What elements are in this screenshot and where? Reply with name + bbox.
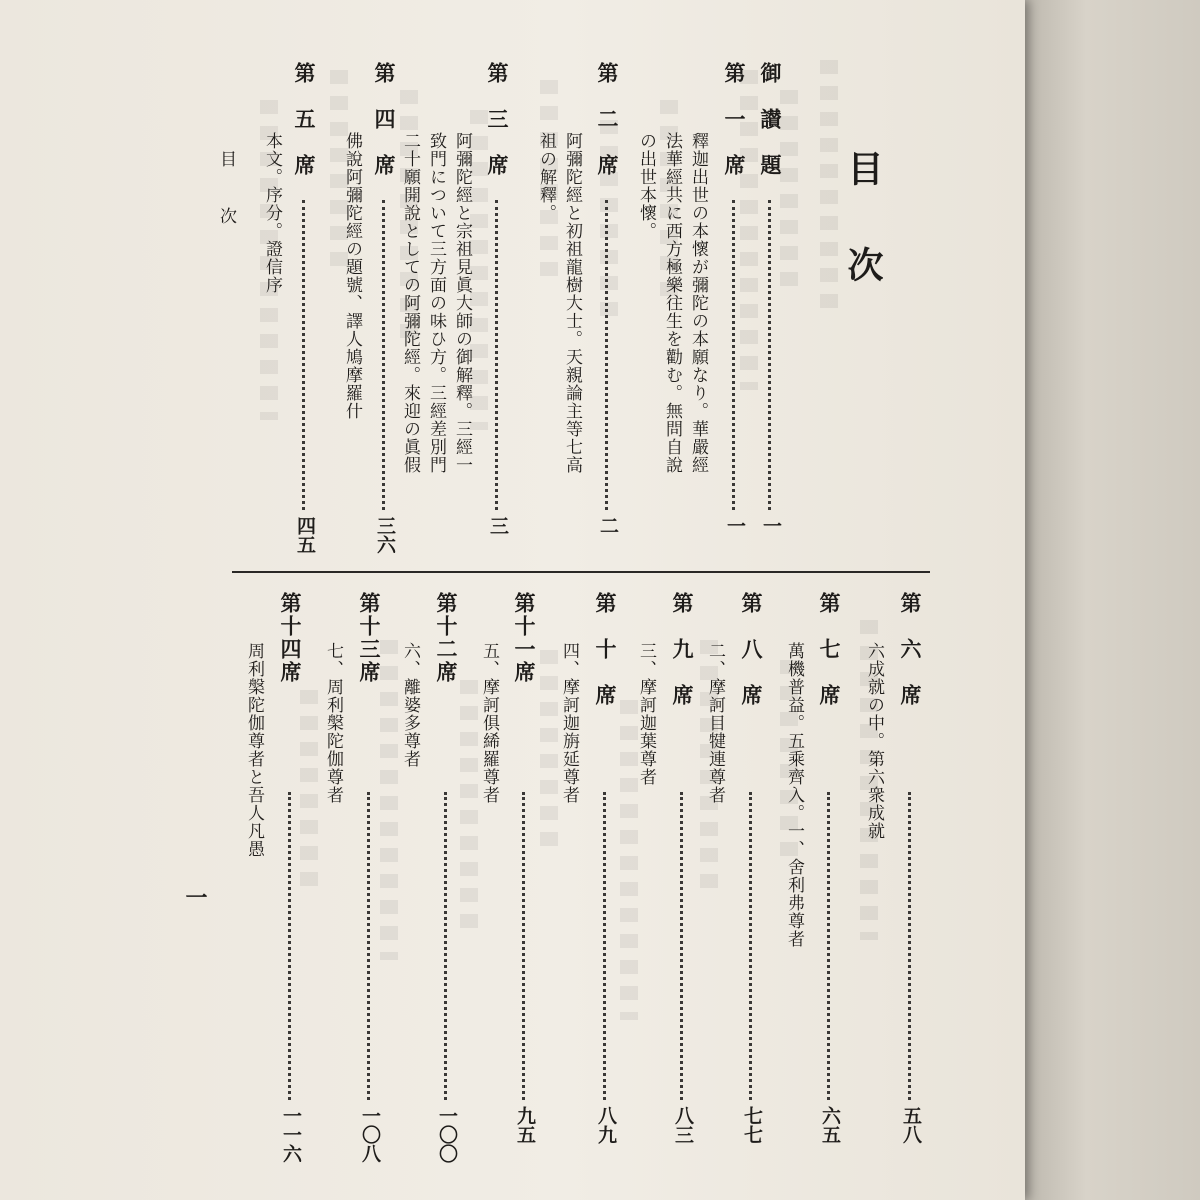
- toc-entry-description: の出世本懷。: [636, 132, 656, 240]
- bleed-through-mark: [380, 640, 398, 960]
- bleed-through-mark: [460, 680, 478, 940]
- toc-entry-heading: 第十四席: [278, 592, 303, 684]
- toc-entry-description: 二十願開說としての阿彌陀經。來迎の眞假: [400, 132, 420, 474]
- toc-page-ref: 一: [724, 516, 746, 535]
- toc-entry-description: 阿彌陀經と初祖龍樹大士。天親論主等七高: [562, 132, 582, 474]
- toc-page-ref: 三六: [374, 516, 396, 554]
- page-number: 一: [182, 886, 208, 908]
- toc-leader-dots: [302, 200, 305, 510]
- toc-page-ref: 三: [487, 516, 509, 535]
- toc-entry-description: 四、摩訶迦旃延尊者: [559, 642, 579, 804]
- toc-entry-heading: 第 一 席: [722, 62, 747, 177]
- toc-leader-dots: [367, 792, 370, 1100]
- toc-entry-heading: 第 五 席: [292, 62, 317, 177]
- toc-entry-description: 周利槃陀伽尊者と吾人凡愚: [244, 642, 264, 858]
- toc-leader-dots: [288, 792, 291, 1100]
- toc-leader-dots: [444, 792, 447, 1100]
- toc-page-ref: 一〇八: [359, 1106, 381, 1163]
- toc-entry-description: 釋迦出世の本懷が彌陀の本願なり。華嚴經: [688, 132, 708, 474]
- toc-page-ref: 八三: [672, 1106, 694, 1144]
- toc-entry-description: 阿彌陀經と宗祖見眞大師の御解釋。三經一: [452, 132, 472, 474]
- toc-leader-dots: [732, 200, 735, 510]
- toc-entry-heading: 第 四 席: [372, 62, 397, 177]
- toc-leader-dots: [768, 200, 771, 510]
- toc-leader-dots: [908, 792, 911, 1100]
- toc-entry-description: 法華經共に西方極樂往生を勸む。無問自說: [662, 132, 682, 474]
- toc-leader-dots: [495, 200, 498, 510]
- toc-page-ref: 一一六: [280, 1106, 302, 1163]
- toc-entry-heading: 第 八 席: [739, 592, 764, 707]
- adjacent-page-edge: [1025, 0, 1200, 1200]
- toc-leader-dots: [382, 200, 385, 510]
- toc-page-ref: 八九: [595, 1106, 617, 1144]
- toc-page-ref: 一: [760, 516, 782, 535]
- toc-page-ref: 二: [597, 516, 619, 535]
- bleed-through-mark: [300, 690, 318, 890]
- toc-page-ref: 一〇〇: [436, 1106, 458, 1163]
- toc-entry-description: 五、摩訶俱絺羅尊者: [479, 642, 499, 804]
- bleed-through-mark: [540, 650, 558, 850]
- page-title: 目次: [842, 150, 884, 342]
- toc-entry-description: 致門について三方面の味ひ方。三經差別門: [426, 132, 446, 474]
- toc-entry-heading: 第十三席: [357, 592, 382, 684]
- toc-page-ref: 七七: [741, 1106, 763, 1144]
- toc-entry-description: 本文。序分。證信序: [262, 132, 282, 294]
- running-head-label: 目次: [216, 150, 236, 264]
- toc-page-ref: 四五: [294, 516, 316, 554]
- toc-entry-heading: 第十一席: [512, 592, 537, 684]
- toc-entry-description: 佛說阿彌陀經の題號、譯人鳩摩羅什: [342, 132, 362, 420]
- toc-leader-dots: [522, 792, 525, 1100]
- section-divider: [232, 571, 930, 573]
- toc-leader-dots: [605, 200, 608, 510]
- toc-entry-heading: 御 讃 題: [758, 62, 783, 177]
- toc-page-ref: 六五: [819, 1106, 841, 1144]
- toc-leader-dots: [680, 792, 683, 1100]
- toc-entry-heading: 第 九 席: [670, 592, 695, 707]
- toc-leader-dots: [749, 792, 752, 1100]
- toc-entry-heading: 第 十 席: [593, 592, 618, 707]
- toc-leader-dots: [827, 792, 830, 1100]
- toc-entry-heading: 第 七 席: [817, 592, 842, 707]
- toc-page-ref: 五八: [900, 1106, 922, 1144]
- toc-entry-description: 七、周利槃陀伽尊者: [323, 642, 343, 804]
- toc-entry-heading: 第 二 席: [595, 62, 620, 177]
- toc-entry-description: 二、摩訶目犍連尊者: [705, 642, 725, 804]
- toc-entry-description: 三、摩訶迦葉尊者: [636, 642, 656, 786]
- toc-page-ref: 九五: [514, 1106, 536, 1144]
- toc-entry-heading: 第十二席: [434, 592, 459, 684]
- bleed-through-mark: [820, 60, 838, 320]
- toc-entry-description: 萬機普益。五乘齊入。一、舍利弗尊者: [784, 642, 804, 948]
- toc-entry-heading: 第 六 席: [898, 592, 923, 707]
- toc-entry-heading: 第 三 席: [485, 62, 510, 177]
- toc-leader-dots: [603, 792, 606, 1100]
- toc-entry-description: 六、離婆多尊者: [400, 642, 420, 768]
- toc-entry-description: 祖の解釋。: [536, 132, 556, 222]
- toc-entry-description: 六成就の中。第六衆成就: [864, 642, 884, 840]
